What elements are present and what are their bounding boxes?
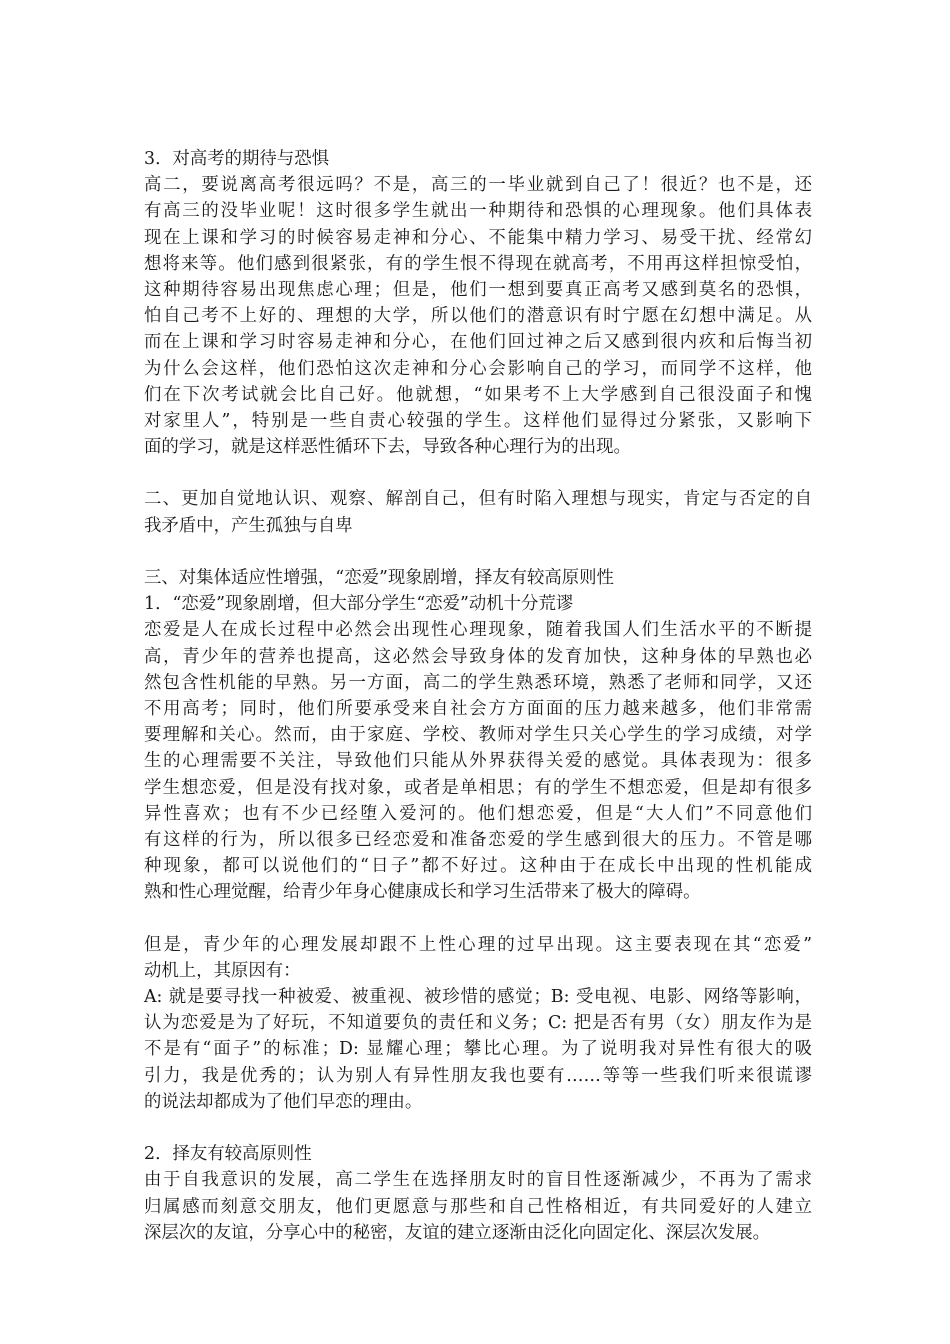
paragraph-line: 归属感而刻意交朋友，他们更愿意与那些和自己性格相近，有共同爱好的人建立	[144, 1196, 812, 1217]
paragraph-gap	[144, 460, 812, 486]
paragraph-line: 面的学习，就是这样恶性循环下去，导致各种心理行为的出现。	[144, 437, 631, 458]
paragraph-line: 深层次的友谊，分享心中的秘密，友谊的建立逐渐由泛化向固定化、深层次发展。	[144, 1222, 771, 1243]
paragraph-line: 然包含性机能的早熟。另一方面，高二的学生熟悉环境，熟悉了老师和同学，又还	[144, 672, 812, 693]
paragraph-gap	[144, 539, 812, 565]
subheading-1-love-phenomenon: 1．“恋爱”现象剧增，但大部分学生“恋爱”动机十分荒谬	[144, 594, 574, 615]
heading-3-expectation-fear: 3．对高考的期待与恐惧	[144, 149, 329, 169]
section-5	[144, 1141, 812, 1246]
paragraph-line: 的说法却都成为了他们早恋的理由。	[144, 1091, 423, 1112]
paragraph-line: 为什么会这样，他们恐怕这次走神和分心会影响自己的学习，而同学不这样，他	[144, 358, 812, 379]
heading-2-self-awareness: 二、更加自觉地认识、观察、解剖自己，但有时陷入理想与现实，肯定与否定的自	[144, 489, 812, 510]
heading-3-collective-adaptation: 三、对集体适应性增强，“恋爱”现象剧增，择友有较高原则性	[144, 568, 614, 588]
paragraph-gap	[144, 905, 812, 931]
paragraph-line: 现在上课和学习的时候容易走神和分心、不能集中精力学习、易受干扰、经常幻	[144, 227, 812, 248]
paragraph-line: 种现象，都可以说他们的“日子”都不好过。这种由于在成长中出现的性机能成	[144, 856, 812, 877]
paragraph-line: 们在下次考试就会比自己好。他就想，“如果考不上大学感到自己很没面子和愧	[144, 384, 812, 405]
paragraph-line: 由于自我意识的发展，高二学生在选择朋友时的盲目性逐渐减少，不再为了需求	[144, 1170, 812, 1191]
paragraph-line: 学生想恋爱，但是没有找对象，或者是单相思；有的学生不想恋爱，但是却有很多	[144, 777, 812, 798]
paragraph-line: 对家里人”，特别是一些自责心较强的学生。这样他们显得过分紧张，又影响下	[144, 410, 812, 431]
paragraph-line: 熟和性心理觉醒，给青少年身心健康成长和学习生活带来了极大的障碍。	[144, 882, 701, 903]
paragraph-line: 动机上，其原因有：	[144, 960, 301, 981]
paragraph-line: 有这样的行为，所以很多已经恋爱和准备恋爱的学生感到很大的压力。不管是哪	[144, 829, 812, 850]
paragraph-line: A: 就是要寻找一种被爱、被重视、被珍惜的感觉；B: 受电视、电影、网络等影响，	[144, 987, 812, 1007]
paragraph-line: 要理解和关心。然而，由于家庭、学校、教师对学生只关心学生的学习成绩，对学	[144, 725, 812, 746]
paragraph-line: 不是有“面子”的标准；D: 显耀心理；攀比心理。为了说明我对异性有很大的吸	[144, 1039, 812, 1060]
section-1	[144, 146, 812, 460]
heading-2-self-awareness-cont: 我矛盾中，产生孤独与自卑	[144, 515, 353, 536]
paragraph-line: 不用高考；同时，他们所要承受来自社会方方面面的压力越来越多，他们非常需	[144, 698, 812, 719]
paragraph-line: 而在上课和学习时容易走神和分心，在他们回过神之后又感到很内疚和后悔当初	[144, 332, 812, 353]
paragraph-line: 恋爱是人在成长过程中必然会出现性心理现象，随着我国人们生活水平的不断提	[144, 620, 812, 641]
paragraph-line: 高，青少年的营养也提高，这必然会导致身体的发育加快，这种身体的早熟也必	[144, 646, 812, 667]
paragraph-gap	[144, 1115, 812, 1141]
document-page	[144, 146, 812, 1246]
paragraph-line: 有高三的没毕业呢！这时很多学生就出一种期待和恐惧的心理现象。他们具体表	[144, 201, 812, 222]
subheading-2-friend-selection: 2．择友有较高原则性	[144, 1144, 312, 1165]
paragraph-line: 认为恋爱是为了好玩，不知道要负的责任和义务；C: 把是否有男（女）朋友作为是	[144, 1013, 812, 1034]
paragraph-line: 异性喜欢；也有不少已经堕入爱河的。他们想恋爱，但是“大人们”不同意他们	[144, 803, 812, 824]
paragraph-line: 高二，要说离高考很远吗？不是，高三的一毕业就到自己了！很近？也不是，还	[144, 175, 812, 196]
paragraph-line: 想将来等。他们感到很紧张，有的学生恨不得现在就高考，不用再这样担惊受怕，	[144, 253, 812, 274]
paragraph-line: 生的心理需要不关注，导致他们只能从外界获得关爱的感觉。具体表现为：很多	[144, 751, 812, 772]
paragraph-line: 引力，我是优秀的；认为别人有异性朋友我也要有……等等一些我们听来很谎谬	[144, 1065, 812, 1086]
section-4	[144, 932, 812, 1115]
paragraph-line: 但是，青少年的心理发展却跟不上性心理的过早出现。这主要表现在其“恋爱”	[144, 934, 812, 955]
section-3	[144, 565, 812, 905]
paragraph-line: 这种期待容易出现焦虑心理；但是，他们一想到要真正高考又感到莫名的恐惧，	[144, 279, 812, 300]
section-2	[144, 486, 812, 538]
paragraph-line: 怕自己考不上好的、理想的大学，所以他们的潜意识有时宁愿在幻想中满足。从	[144, 306, 812, 327]
